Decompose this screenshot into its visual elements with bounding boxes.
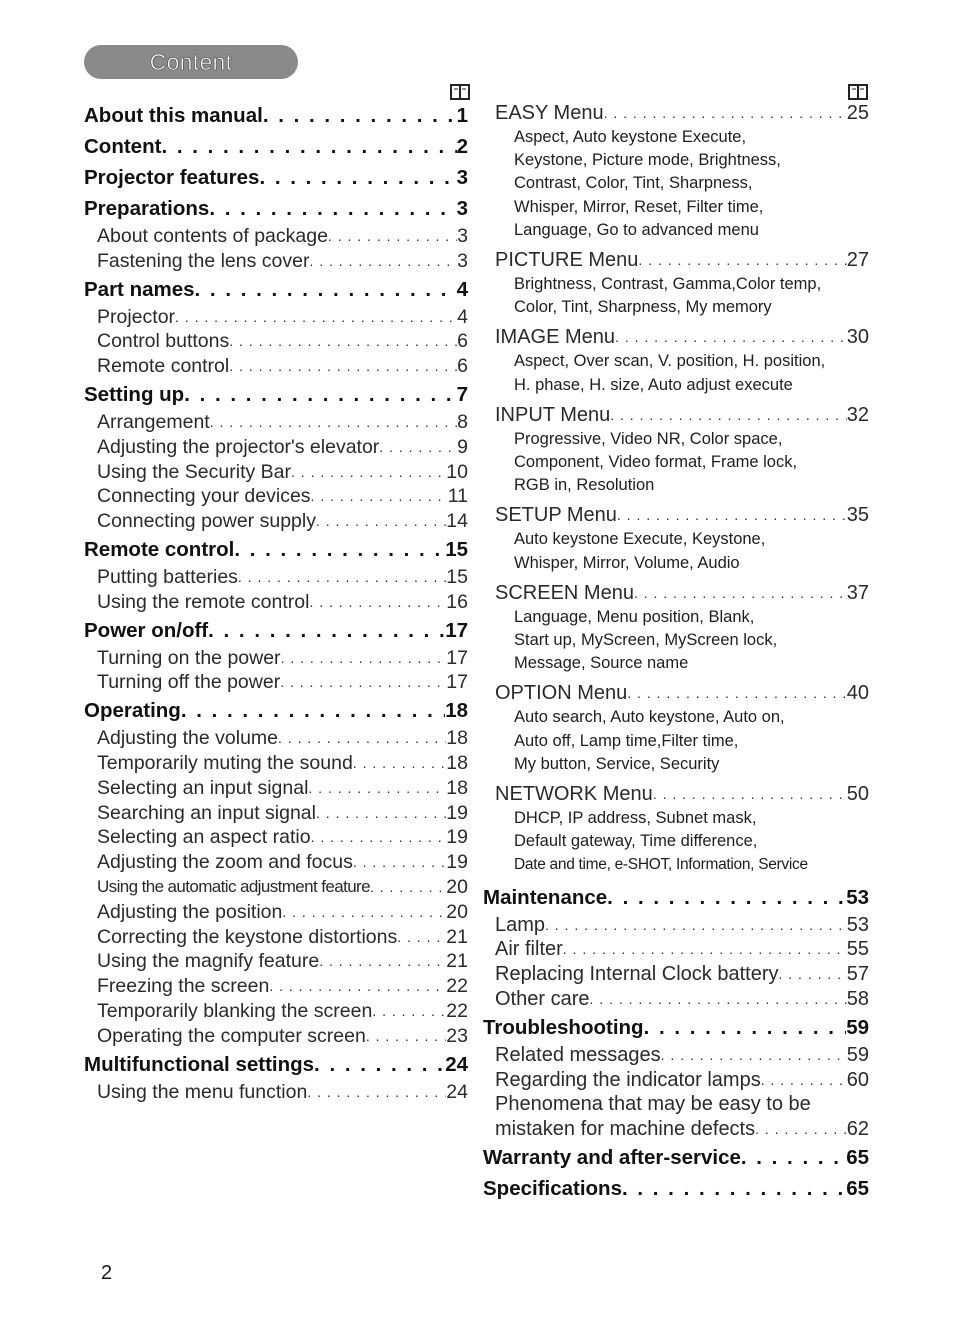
toc-entry-title: Searching an input signal [97, 801, 316, 824]
toc-entry-title: Putting batteries [97, 565, 238, 588]
dot-leader [319, 949, 446, 974]
toc-entry-page: 65 [846, 1146, 869, 1170]
dot-leader [311, 484, 448, 509]
dot-leader [653, 781, 847, 807]
toc-entry-title: Adjusting the volume [97, 727, 279, 750]
toc-sub-entry[interactable] [84, 329, 468, 354]
toc-sub-entry[interactable] [483, 913, 869, 938]
toc-entry-page: 65 [846, 1177, 869, 1201]
toc-entry-page: 6 [457, 330, 468, 353]
toc-entry-title: Temporarily blanking the screen [97, 999, 373, 1022]
dot-leader [238, 565, 446, 590]
toc-entry-title: Selecting an input signal [97, 776, 309, 799]
dot-leader [269, 974, 446, 999]
menu-items-line: Aspect, Over scan, V. position, H. position, [514, 352, 826, 371]
dot-leader [607, 882, 846, 913]
toc-sub-entry[interactable] [84, 1080, 468, 1105]
dot-leader [181, 695, 445, 726]
toc-entry-phenomena-line1[interactable] [483, 1092, 869, 1117]
menu-list [483, 100, 869, 877]
dot-leader [353, 850, 446, 875]
dot-leader [316, 509, 446, 534]
dot-leader [615, 324, 847, 350]
toc-section-heading[interactable] [84, 695, 468, 726]
toc-entry-page: 20 [446, 900, 468, 923]
toc-entry-page: 21 [446, 950, 468, 973]
troubleshooting-items [483, 1043, 869, 1093]
toc-sub-entry[interactable] [84, 1024, 468, 1049]
toc-menu-entry[interactable] [483, 580, 869, 606]
toc-sub-entry[interactable] [483, 937, 869, 962]
dot-leader [589, 987, 846, 1012]
dot-leader [661, 1043, 847, 1068]
toc-menu-entry[interactable] [483, 502, 869, 528]
toc-sub-entry[interactable] [84, 875, 468, 900]
toc-entry-page: 17 [446, 646, 468, 669]
menu-block [483, 402, 869, 498]
menu-items-line: Whisper, Mirror, Reset, Filter time, [514, 197, 764, 216]
toc-sub-entry[interactable] [84, 900, 468, 925]
dot-leader [282, 900, 446, 925]
dot-leader [328, 224, 457, 249]
menu-items-line: Keystone, Picture mode, Brightness, [514, 151, 781, 170]
toc-sub-entry[interactable] [84, 850, 468, 875]
toc-entry-title: Arrangement [97, 410, 210, 433]
menu-block [483, 580, 869, 676]
toc-right-column [483, 100, 869, 1204]
toc-sub-entry[interactable] [84, 354, 468, 379]
toc-entry-page: 59 [846, 1043, 869, 1066]
toc-entry-page: 62 [846, 1118, 869, 1141]
menu-items-line: H. phase, H. size, Auto adjust execute [514, 375, 793, 394]
toc-entry-title: Freezing the screen [97, 975, 270, 998]
toc-entry-title: Adjusting the projector's elevator [97, 435, 380, 458]
menu-block [483, 324, 869, 396]
menu-block [483, 502, 869, 574]
toc-sub-entry[interactable] [483, 987, 869, 1012]
toc-section-heading[interactable] [84, 379, 468, 410]
toc-entry-page: 17 [445, 618, 468, 642]
toc-entry-title: Air filter [495, 938, 563, 961]
toc-section-heading[interactable] [84, 193, 468, 224]
dot-leader [210, 410, 457, 435]
page-number: 2 [101, 1262, 113, 1284]
toc-entry-title: Multifunctional settings [84, 1052, 315, 1076]
toc-sub-entry[interactable] [84, 974, 468, 999]
dot-leader [161, 131, 456, 162]
toc-entry-specifications[interactable] [483, 1173, 869, 1204]
toc-menu-entry[interactable] [483, 781, 869, 807]
toc-sub-entry[interactable] [84, 646, 468, 671]
toc-entry-title: Lamp [495, 913, 546, 936]
toc-entry-title: Connecting your devices [97, 485, 311, 508]
toc-entry-title: Setting up [84, 382, 185, 406]
dot-leader [634, 580, 847, 606]
toc-entry-title: Projector [97, 305, 176, 328]
toc-entry-page: 15 [446, 565, 468, 588]
dot-leader [307, 1080, 446, 1105]
toc-entry-maintenance[interactable] [483, 882, 869, 913]
toc-entry-page: 4 [456, 277, 468, 301]
toc-menu-entry[interactable] [483, 100, 869, 126]
dot-leader [314, 1049, 445, 1080]
toc-entry-page: 8 [457, 410, 468, 433]
toc-sub-entry[interactable] [84, 590, 468, 615]
toc-entry-title: Maintenance [483, 885, 608, 909]
toc-entry-page: 25 [846, 102, 869, 124]
toc-entry-title: Other care [495, 988, 590, 1011]
dot-leader [366, 1024, 446, 1049]
dot-leader [280, 670, 446, 695]
dot-leader [259, 162, 456, 193]
dot-leader [644, 1012, 847, 1043]
toc-entry-page: 22 [446, 975, 468, 998]
toc-entry-title: Operating the computer screen [97, 1024, 366, 1047]
dot-leader [353, 751, 447, 776]
toc-entry-title: EASY Menu [495, 102, 604, 124]
dot-leader [281, 646, 447, 671]
open-book-icon [848, 84, 868, 100]
toc-entry-title: Using the automatic adjustment feature [97, 876, 370, 896]
dot-leader [610, 402, 847, 428]
toc-entry-title: Remote control [97, 355, 230, 378]
toc-sub-entry[interactable] [84, 776, 468, 801]
open-book-icon [450, 84, 470, 100]
toc-entry-title: Using the Security Bar [97, 460, 292, 483]
toc-menu-entry[interactable] [483, 324, 869, 350]
toc-entry-page: 53 [846, 913, 869, 936]
toc-entry-title: Projector features [84, 166, 260, 189]
toc-entry-page: 3 [457, 249, 468, 272]
menu-block [483, 680, 869, 776]
toc-entry-title: Fastening the lens cover [97, 249, 310, 272]
toc-section-heading[interactable] [84, 131, 468, 162]
toc-entry-title: Control buttons [97, 330, 230, 353]
toc-entry-page: 7 [456, 382, 468, 406]
toc-entry-title: NETWORK Menu [495, 783, 653, 806]
toc-sub-entry[interactable] [84, 305, 468, 330]
toc-entry-page: 19 [446, 851, 468, 874]
dot-leader [741, 1142, 846, 1173]
toc-entry-page: 14 [446, 510, 468, 533]
dot-leader [316, 801, 446, 826]
toc-entry-page: 57 [846, 963, 869, 986]
toc-entry-page: 55 [846, 938, 869, 961]
toc-menu-entry[interactable] [483, 402, 869, 428]
dot-leader [545, 913, 847, 938]
toc-entry-troubleshooting[interactable] [483, 1012, 869, 1043]
toc-entry-title: Correcting the keystone distortions [97, 925, 398, 948]
toc-entry-page: 3 [456, 197, 468, 220]
toc-section-heading[interactable] [84, 615, 468, 646]
toc-sub-entry[interactable] [84, 751, 468, 776]
toc-entry-page: 30 [846, 326, 869, 349]
menu-items-line: Default gateway, Time difference, [514, 832, 758, 851]
toc-entry-title: About contents of package [97, 225, 328, 247]
toc-entry-page: 2 [456, 135, 468, 158]
toc-entry-title: Regarding the indicator lamps [495, 1068, 761, 1091]
section-title-badge [84, 45, 298, 79]
dot-leader [309, 590, 446, 615]
dot-leader [604, 100, 847, 126]
toc-entry-page: 11 [447, 485, 468, 508]
toc-entry-page: 15 [445, 537, 468, 561]
toc-menu-entry[interactable] [483, 680, 869, 706]
dot-leader [291, 460, 446, 485]
menu-items-line: Aspect, Auto keystone Execute, [514, 128, 747, 146]
toc-sub-entry[interactable] [483, 962, 869, 987]
toc-entry-page: 22 [446, 999, 468, 1022]
menu-items-line: My button, Service, Security [514, 754, 720, 773]
dot-leader [563, 937, 847, 962]
maintenance-items [483, 913, 869, 1012]
toc-entry-page: 19 [446, 826, 468, 849]
toc-entry-title: Content [84, 135, 162, 158]
toc-entry-page: 18 [446, 776, 468, 799]
toc-entry-page: 4 [457, 305, 468, 328]
toc-sub-entry[interactable] [84, 484, 468, 509]
dot-leader [209, 193, 456, 224]
dot-leader [755, 1117, 847, 1142]
toc-entry-page: 3 [456, 166, 468, 189]
toc-entry-page: 60 [846, 1068, 869, 1091]
toc-entry-page: 20 [446, 875, 468, 898]
toc-entry-title: Phenomena that may be easy to be [495, 1093, 811, 1116]
dot-leader [311, 825, 447, 850]
toc-sub-entry[interactable] [84, 825, 468, 850]
menu-block [483, 781, 869, 877]
toc-entry-page: 24 [446, 1080, 468, 1103]
menu-items-line: Message, Source name [514, 654, 689, 673]
toc-sub-entry[interactable] [84, 999, 468, 1024]
toc-sub-entry[interactable] [84, 925, 468, 950]
dot-leader [622, 1173, 846, 1204]
menu-block [483, 247, 869, 319]
toc-entry-title: INPUT Menu [495, 403, 611, 426]
toc-entry-page: 21 [446, 925, 468, 948]
toc-entry-page: 24 [445, 1052, 468, 1076]
toc-entry-page: 32 [846, 403, 869, 426]
toc-entry-phenomena-line2[interactable] [483, 1117, 869, 1142]
toc-entry-title: Part names [84, 277, 195, 301]
toc-entry-title: Troubleshooting [483, 1015, 644, 1039]
toc-section-heading[interactable] [84, 1049, 468, 1080]
toc-entry-page: 50 [846, 783, 869, 806]
toc-entry-title: Connecting power supply [97, 510, 316, 533]
toc-entry-page: 10 [446, 460, 468, 483]
toc-entry-title: OPTION Menu [495, 682, 628, 705]
dot-leader [372, 999, 446, 1024]
toc-entry-title: Using the remote control [97, 590, 310, 613]
toc-entry-page: 16 [446, 590, 468, 613]
toc-sub-entry[interactable] [84, 509, 468, 534]
menu-items-line: Contrast, Color, Tint, Sharpness, [514, 174, 753, 193]
toc-entry-page: 19 [446, 801, 468, 824]
menu-items-line: Whisper, Mirror, Volume, Audio [514, 553, 740, 572]
dot-leader [229, 329, 457, 354]
toc-entry-page: 3 [457, 225, 468, 247]
toc-sub-entry[interactable] [84, 670, 468, 695]
toc-entry-page: 18 [446, 727, 468, 750]
dot-leader [184, 379, 456, 410]
menu-block [483, 100, 869, 242]
menu-items-line: Component, Video format, Frame lock, [514, 453, 798, 472]
menu-items-line: Progressive, Video NR, Color space, [514, 429, 783, 448]
dot-leader [370, 875, 446, 900]
toc-entry-title: Related messages [495, 1043, 661, 1066]
toc-entry-page: 23 [446, 1024, 468, 1047]
menu-items-line: Language, Go to advanced menu [514, 220, 759, 239]
toc-entry-title: SETUP Menu [495, 504, 617, 527]
menu-items-line: Start up, MyScreen, MyScreen lock, [514, 631, 778, 650]
menu-items-line: Brightness, Contrast, Gamma,Color temp, [514, 275, 822, 294]
toc-entry-title: Operating [84, 699, 181, 723]
toc-entry-page: 18 [446, 751, 468, 774]
toc-entry-title: Temporarily muting the sound [97, 751, 353, 774]
menu-items-line: Language, Menu position, Blank, [514, 607, 755, 626]
toc-entry-page: 6 [457, 355, 468, 378]
dot-leader [778, 962, 846, 987]
toc-section-heading[interactable] [84, 162, 468, 193]
toc-sub-entry[interactable] [84, 801, 468, 826]
toc-entry-page: 27 [846, 249, 869, 272]
toc-sub-entry[interactable] [84, 460, 468, 485]
menu-items-line: Color, Tint, Sharpness, My memory [514, 298, 772, 317]
toc-entry-page: 58 [846, 988, 869, 1011]
toc-entry-page: 18 [445, 699, 468, 723]
toc-entry-title: Remote control [84, 537, 235, 561]
toc-section-heading[interactable] [84, 100, 468, 131]
toc-sub-entry[interactable] [84, 949, 468, 974]
toc-section-heading[interactable] [84, 534, 468, 565]
dot-leader [638, 247, 846, 273]
toc-sub-entry[interactable] [483, 1068, 869, 1093]
dot-leader [308, 776, 446, 801]
toc-entry-warranty[interactable] [483, 1142, 869, 1173]
toc-entry-page: 1 [456, 104, 468, 127]
toc-entry-title: About this manual [84, 104, 263, 127]
toc-entry-page: 53 [846, 885, 869, 909]
menu-items-line: Auto keystone Execute, Keystone, [514, 530, 766, 549]
toc-entry-title: Using the magnify feature [97, 950, 320, 973]
dot-leader [627, 680, 846, 706]
toc-entry-title: mistaken for machine defects [495, 1118, 756, 1141]
toc-entry-title: IMAGE Menu [495, 326, 616, 349]
toc-sub-entry[interactable] [84, 726, 468, 751]
toc-sub-entry[interactable] [84, 435, 468, 460]
toc-entry-title: Adjusting the zoom and focus [97, 851, 353, 874]
dot-leader [617, 502, 847, 528]
toc-left-column [84, 100, 468, 1104]
dot-leader [309, 249, 457, 274]
toc-entry-title: Turning off the power [97, 671, 281, 694]
toc-sub-entry[interactable] [483, 1043, 869, 1068]
toc-entry-title: Preparations [84, 197, 210, 220]
toc-entry-page: 17 [446, 671, 468, 694]
toc-entry-title: SCREEN Menu [495, 581, 634, 604]
menu-items-line: DHCP, IP address, Subnet mask, [514, 809, 757, 828]
toc-entry-title: Turning on the power [97, 646, 281, 669]
menu-items-line: Auto off, Lamp time,Filter time, [514, 731, 739, 750]
toc-sub-entry[interactable] [84, 224, 468, 249]
toc-entry-page: 9 [457, 435, 468, 458]
menu-items-line: RGB in, Resolution [514, 476, 655, 495]
dot-leader [278, 726, 446, 751]
toc-entry-title: Replacing Internal Clock battery [495, 963, 779, 986]
toc-entry-title: Adjusting the position [97, 900, 283, 923]
dot-leader [761, 1068, 847, 1093]
toc-entry-title: PICTURE Menu [495, 249, 639, 272]
dot-leader [379, 435, 457, 460]
toc-menu-entry[interactable] [483, 247, 869, 273]
dot-leader [195, 274, 457, 305]
toc-sub-entry[interactable] [84, 249, 468, 274]
toc-sub-entry[interactable] [84, 410, 468, 435]
toc-entry-title: Warranty and after-service [483, 1146, 741, 1170]
menu-items-line: Auto search, Auto keystone, Auto on, [514, 708, 785, 727]
toc-entry-title: Power on/off [84, 618, 209, 642]
dot-leader [208, 615, 445, 646]
dot-leader [175, 305, 457, 330]
dot-leader [263, 100, 457, 131]
menu-items-line: Date and time, e-SHOT, Information, Service [514, 856, 808, 874]
toc-sub-entry[interactable] [84, 565, 468, 590]
dot-leader [397, 925, 446, 950]
toc-entry-title: Specifications [483, 1177, 622, 1201]
toc-entry-page: 40 [846, 682, 869, 705]
section-title: Content [149, 48, 233, 75]
toc-entry-page: 35 [846, 504, 869, 527]
dot-leader [229, 354, 457, 379]
toc-entry-title: Selecting an aspect ratio [97, 826, 311, 849]
toc-section-heading[interactable] [84, 274, 468, 305]
toc-entry-page: 37 [846, 581, 869, 604]
toc-entry-page: 59 [846, 1015, 869, 1039]
dot-leader [234, 534, 445, 565]
toc-entry-title: Using the menu function [97, 1080, 308, 1103]
